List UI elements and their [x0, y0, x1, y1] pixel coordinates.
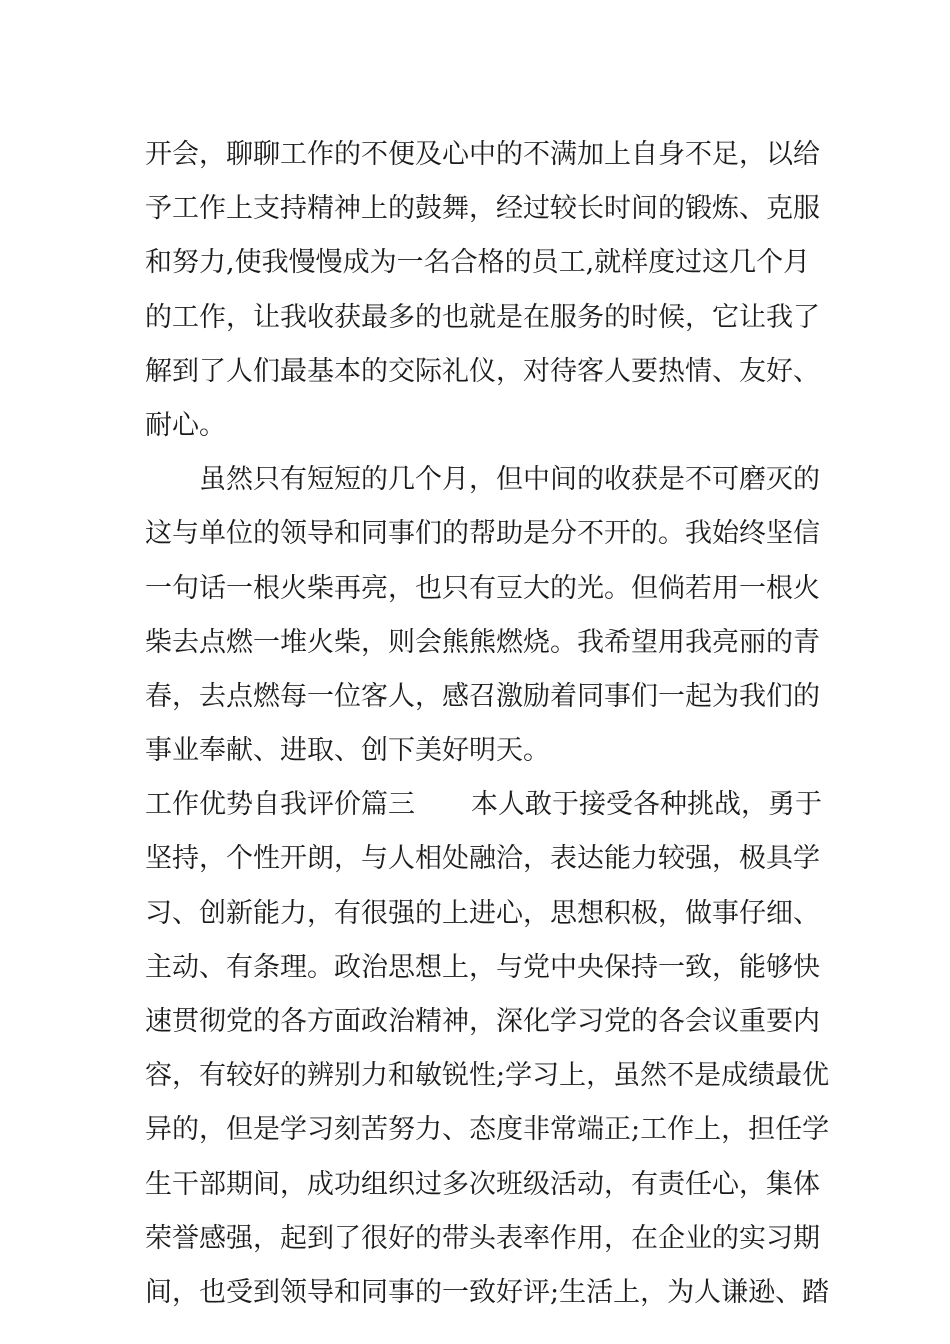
paragraph-3	[145, 778, 830, 1320]
text-line: 虽然只有短短的几个月，但中间的收获是不可磨灭的	[199, 464, 820, 496]
text-line: 的工作，让我收获最多的也就是在服务的时候，它让我了	[145, 301, 820, 333]
text-line: 耐心。	[145, 409, 226, 441]
text-line: 开会，聊聊工作的不便及心中的不满加上自身不足，以给	[145, 139, 820, 170]
text-line: 这与单位的领导和同事们的帮助是分不开的。我始终坚信	[145, 518, 820, 550]
section-heading: 工作优势自我评价篇三	[145, 789, 415, 821]
text-line-start: 本人敢于接受各种挑战，勇于	[471, 789, 822, 821]
text-line: 一句话一根火柴再亮，也只有豆大的光。但倘若用一根火	[145, 572, 820, 604]
text-line: 容，有较好的辨别力和敏锐性;学习上，虽然不是成绩最优	[145, 1060, 830, 1092]
heading-line	[145, 778, 822, 832]
text-line: 习、创新能力，有很强的上进心，思想积极，做事仔细、	[145, 897, 820, 929]
paragraph-2	[145, 453, 820, 778]
text-line: 速贯彻党的各方面政治精神，深化学习党的各会议重要内	[145, 1006, 820, 1037]
text-line: 解到了人们最基本的交际礼仪，对待客人要热情、友好、	[145, 355, 820, 387]
text-line: 事业奉献、进取、创下美好明天。	[145, 735, 550, 767]
paragraph-1	[145, 128, 820, 453]
text-line: 荣誉感强，起到了很好的带头表率作用，在企业的实习期	[145, 1222, 820, 1254]
text-line: 和努力,使我慢慢成为一名合格的员工,就样度过这几个月	[145, 247, 811, 279]
text-line: 异的，但是学习刻苦努力、态度非常端正;工作上，担任学	[145, 1114, 830, 1146]
text-line: 主动、有条理。政治思想上，与党中央保持一致，能够快	[145, 951, 820, 983]
document-body	[145, 128, 830, 1320]
text-line: 予工作上支持精神上的鼓舞，经过较长时间的锻炼、克服	[145, 193, 820, 225]
text-line: 坚持，个性开朗，与人相处融洽，表达能力较强，极具学	[145, 843, 820, 875]
text-line: 春，去点燃每一位客人，感召激励着同事们一起为我们的	[145, 680, 820, 712]
text-line: 间，也受到领导和同事的一致好评;生活上，为人谦逊、踏	[145, 1276, 830, 1308]
text-line: 生干部期间，成功组织过多次班级活动，有责任心，集体	[145, 1168, 820, 1200]
text-line: 柴去点燃一堆火柴，则会熊熊燃烧。我希望用我亮丽的青	[145, 626, 820, 658]
